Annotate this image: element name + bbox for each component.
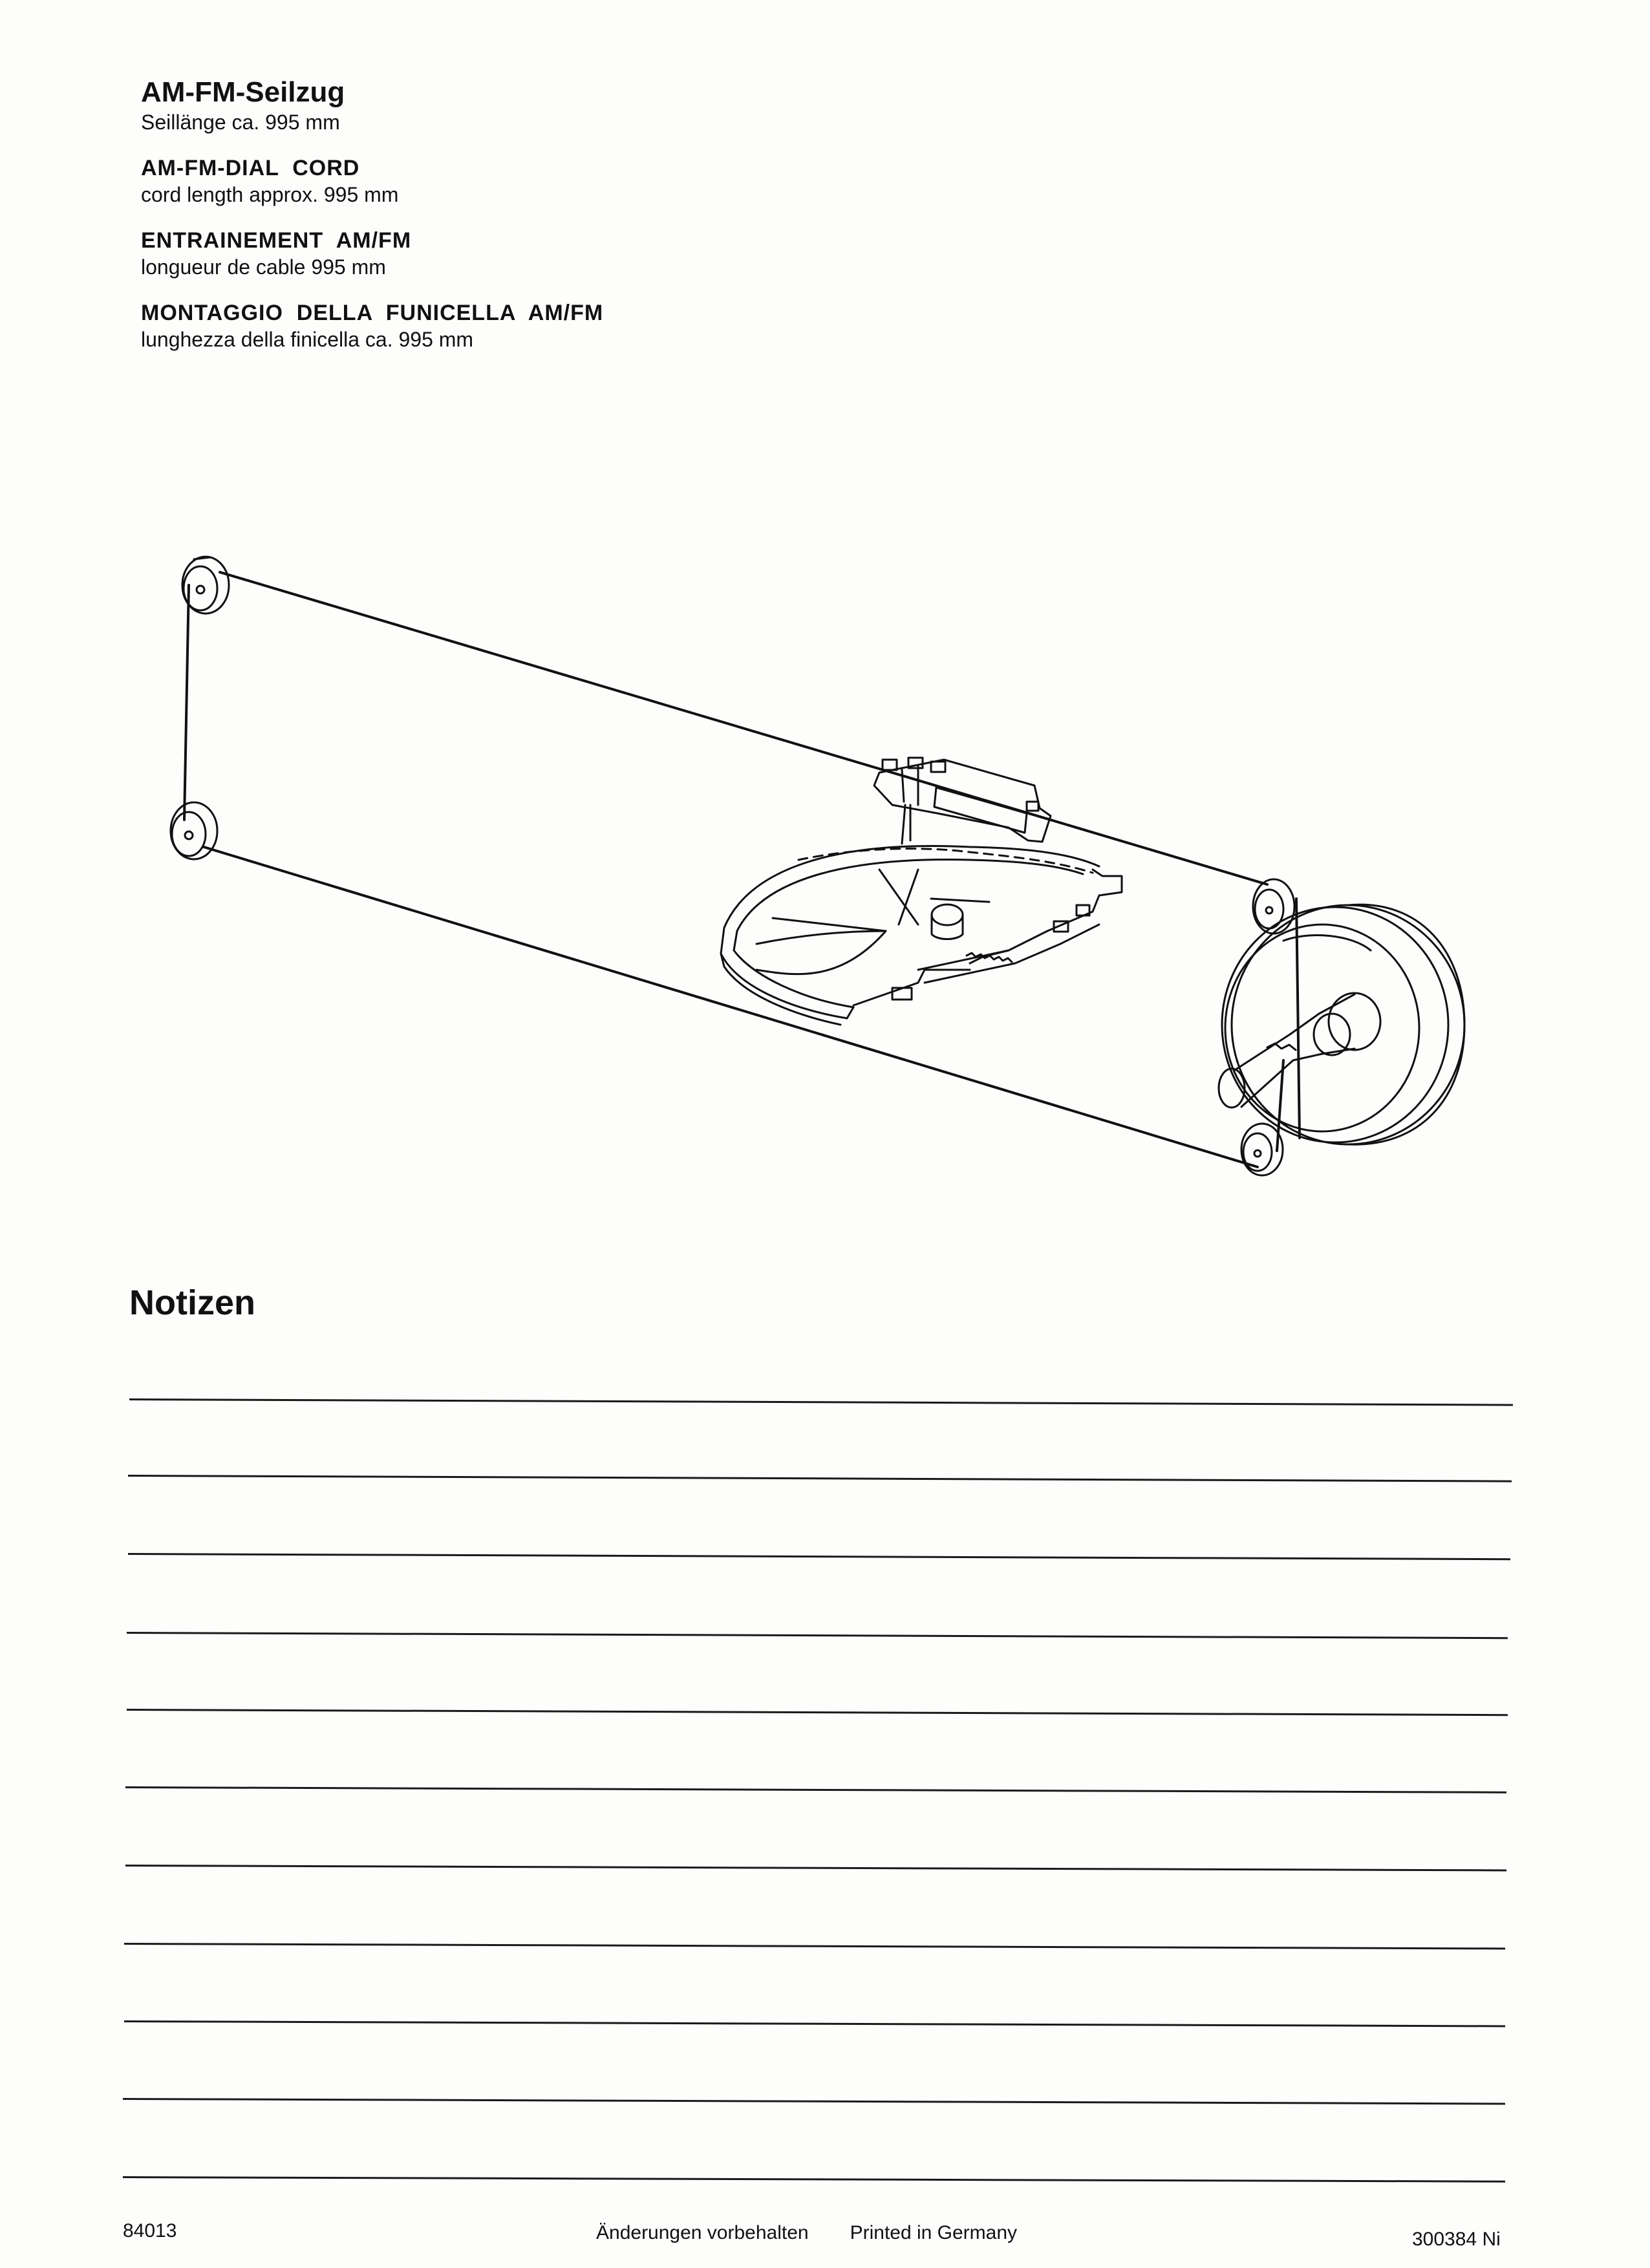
title-block (141, 76, 852, 372)
title-german: AM-FM-Seilzug (141, 76, 345, 108)
note-line[interactable] (127, 1709, 1508, 1716)
subtitle-english: cord length approx. 995 mm (141, 183, 399, 206)
pulley-top-left-icon (182, 557, 229, 614)
footer-print-code: 300384 Ni (1412, 2229, 1501, 2250)
note-line[interactable] (129, 1398, 1513, 1406)
dial-drum-icon (721, 846, 1122, 1025)
footer-printed-in: Printed in Germany (850, 2222, 1018, 2243)
title-french: ENTRAINEMENT AM/FM (141, 228, 412, 253)
note-line[interactable] (127, 1632, 1508, 1639)
footer-notice (596, 2221, 1017, 2245)
footer-changes-reserved: Änderungen vorbehalten (596, 2222, 809, 2243)
notes-heading: Notizen (129, 1283, 255, 1322)
subtitle-italian: lunghezza della finicella ca. 995 mm (141, 328, 474, 351)
pointer-carriage-icon (874, 758, 1051, 844)
section-english (141, 155, 852, 208)
note-line[interactable] (124, 1943, 1505, 1949)
drive-drum-icon (1222, 904, 1464, 1144)
pulley-right-top-icon (1253, 879, 1294, 934)
pulley-bottom-left-icon (171, 802, 217, 859)
note-line[interactable] (123, 2098, 1505, 2104)
title-italian: MONTAGGIO DELLA FUNICELLA AM/FM (141, 301, 604, 325)
footer-document-code: 84013 (123, 2220, 177, 2241)
note-line[interactable] (125, 1865, 1506, 1871)
note-line[interactable] (125, 1786, 1506, 1793)
subtitle-french: longueur de cable 995 mm (141, 255, 386, 279)
note-line[interactable] (123, 2176, 1505, 2183)
note-line[interactable] (128, 1553, 1510, 1560)
section-german (141, 76, 852, 136)
note-line[interactable] (124, 2020, 1505, 2027)
pulley-right-bottom-icon (1241, 1124, 1283, 1175)
section-french (141, 228, 852, 281)
note-line[interactable] (128, 1475, 1512, 1482)
tuning-shaft-icon (1219, 993, 1380, 1107)
section-italian (141, 300, 852, 353)
title-english: AM-FM-DIAL CORD (141, 156, 360, 180)
dial-cord (184, 572, 1300, 1167)
subtitle-german: Seillänge ca. 995 mm (141, 111, 340, 134)
